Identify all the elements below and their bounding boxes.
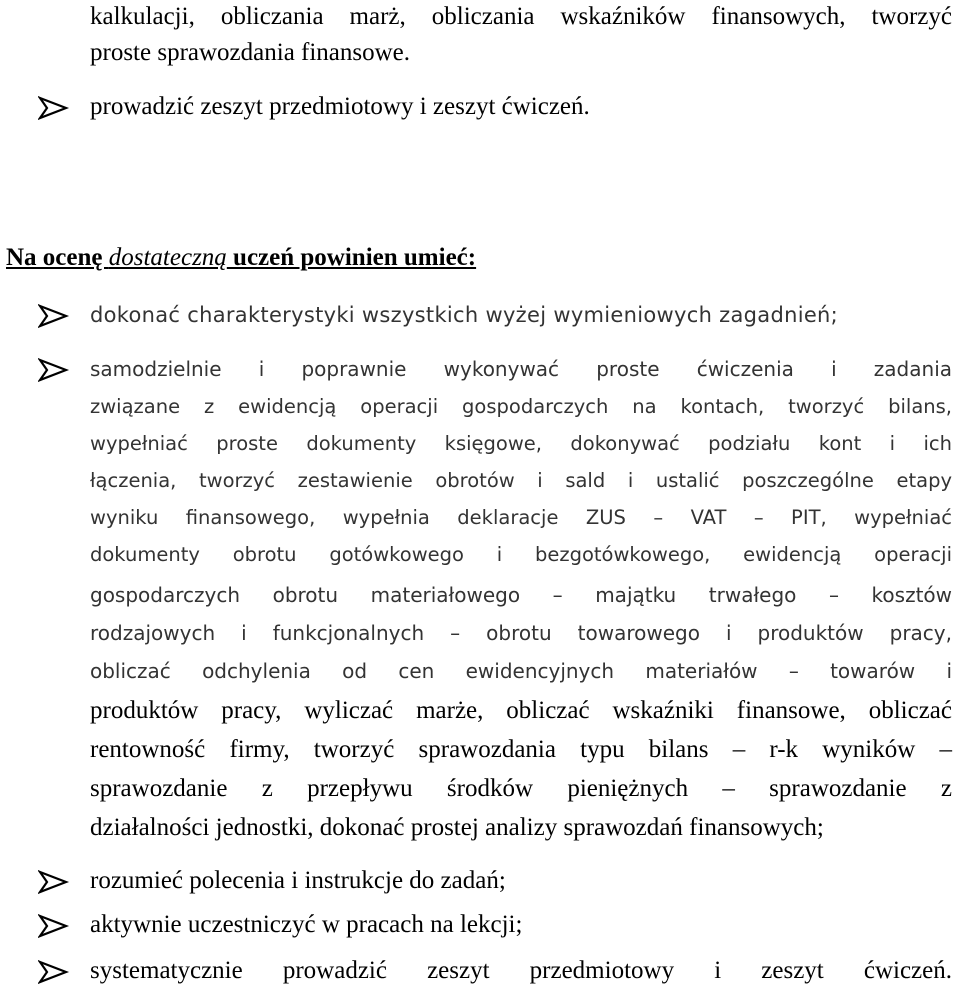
list-item-line: dokumenty obrotu gotówkowego i bezgotówkowego, ewidencją operacji <box>90 543 952 566</box>
bullet-arrow-icon <box>38 94 70 122</box>
list-item: rozumieć polecenia i instrukcje do zadań; <box>90 867 506 894</box>
list-item-line: produktów pracy, wyliczać marże, obliczać wskaźniki finansowe, obliczać <box>90 697 952 724</box>
bullet-arrow-icon <box>38 958 70 986</box>
list-item-line: związane z ewidencją operacji gospodarczych na kontach, tworzyć bilans, <box>90 395 952 418</box>
list-item-line: rentowność firmy, tworzyć sprawozdania typu bilans – r-k wyników – <box>90 736 952 763</box>
bullet-arrow-icon <box>38 356 70 384</box>
intro-line-2: proste sprawozdania finansowe. <box>90 39 411 66</box>
list-item-line: działalności jednostki, dokonać prostej analizy sprawozdań finansowych; <box>90 814 824 841</box>
list-item-line: łączenia, tworzyć zestawienie obrotów i sald i ustalić poszczególne etapy <box>90 469 952 492</box>
heading-after: uczeń powinien umieć: <box>226 244 477 271</box>
bullet-arrow-icon <box>38 302 70 330</box>
bullet-arrow-icon <box>38 912 70 940</box>
list-item-line: wypełniać proste dokumenty księgowe, dokonywać podziału kont i ich <box>90 432 952 455</box>
list-item-line: wyniku finansowego, wypełnia deklaracje ZUS – VAT – PIT, wypełniać <box>90 506 952 529</box>
list-item: dokonać charakterystyki wszystkich wyżej wymieniowych zagadnień; <box>90 303 839 327</box>
bullet-arrow-icon <box>38 868 70 896</box>
heading-before: Na ocenę <box>6 244 109 271</box>
intro-line-1: kalkulacji, obliczania marż, obliczania wskaźników finansowych, tworzyć <box>90 3 952 30</box>
list-item-line: gospodarczych obrotu materiałowego – majątku trwałego – kosztów <box>90 583 952 607</box>
list-item-line: rodzajowych i funkcjonalnych – obrotu towarowego i produktów pracy, <box>90 621 952 645</box>
list-item-line: obliczać odchylenia od cen ewidencyjnych materiałów – towarów i <box>90 659 952 683</box>
grade-heading <box>6 243 476 273</box>
list-item-line: sprawozdanie z przepływu środków pieniężnych – sprawozdanie z <box>90 775 952 802</box>
list-item: aktywnie uczestniczyć w pracach na lekcji; <box>90 911 523 938</box>
heading-grade: dostateczną <box>108 244 227 271</box>
intro-bullet-text: prowadzić zeszyt przedmiotowy i zeszyt ćwiczeń. <box>90 93 590 120</box>
list-item-line: samodzielnie i poprawnie wykonywać proste ćwiczenia i zadania <box>90 357 952 381</box>
list-item: systematycznie prowadzić zeszyt przedmiotowy i zeszyt ćwiczeń. <box>90 957 952 984</box>
